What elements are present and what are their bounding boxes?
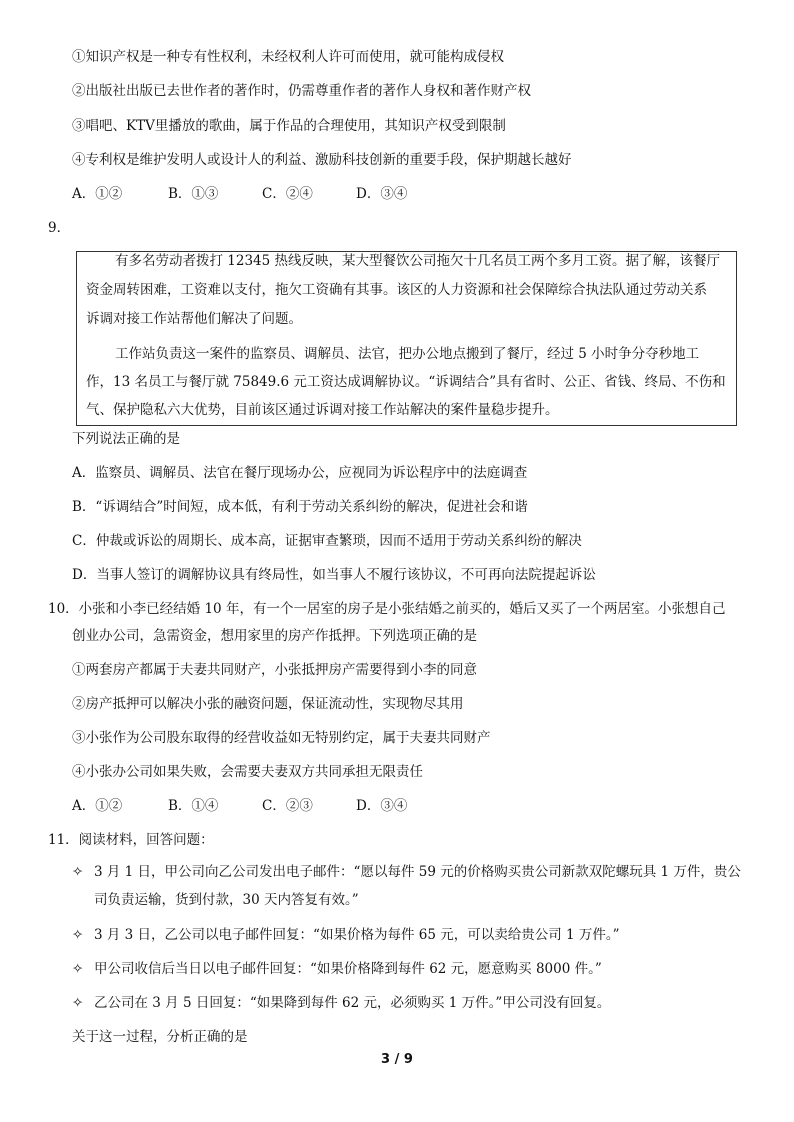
q8-option-d: D．③④ [356,186,408,202]
q11-item-1-text: 3 月 1 日，甲公司向乙公司发出电子邮件：“愿以每件 59 元的价格购买贵公司新款双陀螺玩具 1 万件，贵公 [94,864,741,880]
q11-item-4 [72,993,610,1013]
q9-material-p1-line2: 资金周转困难，工资难以支付，拖欠工资确有其事。该区的人力资源和社会保障综合执法队通过劳动关系 [86,282,707,298]
q8-options [72,184,407,204]
diamond-star-icon: ✧ [72,864,84,880]
q8-option-a: A．①② [72,186,123,202]
q11-item-3 [72,959,602,979]
diamond-star-icon: ✧ [72,927,84,943]
q10-statement-1: ①两套房产都属于夫妻共同财产，小张抵押房产需要得到小李的同意 [72,662,477,678]
q10-option-d: D．③④ [356,798,408,814]
q10-stem-line2: 创业办公司，急需资金，想用家里的房产作抵押。下列选项正确的是 [72,628,477,644]
q11-item-3-text: 甲公司收信后当日以电子邮件回复：“如果价格降到每件 62 元，愿意购买 8000 件。” [94,961,602,977]
q9-material-box [76,251,737,426]
q11-item-1-cont: 司负责运输，货到付款，30 天内答复有效。” [94,892,359,908]
q9-material-p2-line1: 工作站负责这一案件的监察员、调解员、法官，把办公地点搬到了餐厅，经过 5 小时争分夺秒地工 [115,346,700,362]
q11-item-1 [72,862,741,882]
q9-material-p1-line1: 有多名劳动者拨打 12345 热线反映，某大型餐饮公司拖欠十几名员工两个多月工资。据了解，该餐厅 [115,253,721,269]
q8-statement-2: ②出版社出版已去世作者的著作时，仍需尊重作者的著作人身权和著作财产权 [72,83,531,99]
q8-statement-4: ④专利权是维护发明人或设计人的利益、激励科技创新的重要手段，保护期越长越好 [72,152,572,168]
q10-options [72,796,407,816]
q11-stem: 关于这一过程，分析正确的是 [72,1029,248,1045]
q9-choice-b: B．“诉调结合”时间短，成本低，有利于劳动关系纠纷的解决，促进社会和谐 [72,499,528,515]
q10-stem-line1: 10．小张和小李已经结婚 10 年，有一个一居室的房子是小张结婚之前买的，婚后又买了一个两居室。小张想自己 [48,601,726,617]
q10-option-a: A．①② [72,798,123,814]
q9-stem: 下列说法正确的是 [72,431,180,447]
q9-choice-a: A．监察员、调解员、法官在餐厅现场办公，应视同为诉讼程序中的法庭调查 [72,465,528,481]
q11-title: 11．阅读材料，回答问题： [48,832,214,848]
q9-choice-d: D．当事人签订的调解协议具有终局性，如当事人不履行该协议，不可再向法院提起诉讼 [72,567,596,583]
q10-statement-3: ③小张作为公司股东取得的经营收益如无特别约定，属于夫妻共同财产 [72,730,491,746]
q9-number: 9． [48,220,71,236]
q11-item-2 [72,925,620,945]
page-number: 3 / 9 [381,1052,413,1067]
q10-statement-2: ②房产抵押可以解决小张的融资问题，保证流动性，实现物尽其用 [72,696,464,712]
q8-statement-3: ③唱吧、KTV里播放的歌曲，属于作品的合理使用，其知识产权受到限制 [72,118,506,134]
q11-item-2-text: 3 月 3 日，乙公司以电子邮件回复：“如果价格为每件 65 元，可以卖给贵公司 1 万件。” [94,927,620,943]
q9-material-p2-line2: 作，13 名员工与餐厅就 75849.6 元工资达成调解协议。“诉调结合”具有省时、公正、省钱、终局、不伤和 [86,374,726,390]
q11-item-4-text: 乙公司在 3 月 5 日回复：“如果降到每件 62 元，必须购买 1 万件。”甲公司没有回复。 [94,995,611,1011]
q9-material-p2-line3: 气、保护隐私六大优势，目前该区通过诉调对接工作站解决的案件量稳步提升。 [86,402,559,418]
q10-option-b: B．①④ [168,798,219,814]
q8-option-b: B．①③ [168,186,219,202]
q10-statement-4: ④小张办公司如果失败，会需要夫妻双方共同承担无限责任 [72,764,423,780]
q9-material-p1-line3: 诉调对接工作站帮他们解决了问题。 [86,311,302,327]
q8-statement-1: ①知识产权是一种专有性权利，未经权利人许可而使用，就可能构成侵权 [72,49,504,65]
diamond-star-icon: ✧ [72,961,84,977]
q10-option-c: C．②③ [262,798,313,814]
q8-option-c: C．②④ [262,186,313,202]
q9-choice-c: C．仲裁或诉讼的周期长、成本高，证据审查繁琐，因而不适用于劳动关系纠纷的解决 [72,533,582,549]
diamond-star-icon: ✧ [72,995,84,1011]
